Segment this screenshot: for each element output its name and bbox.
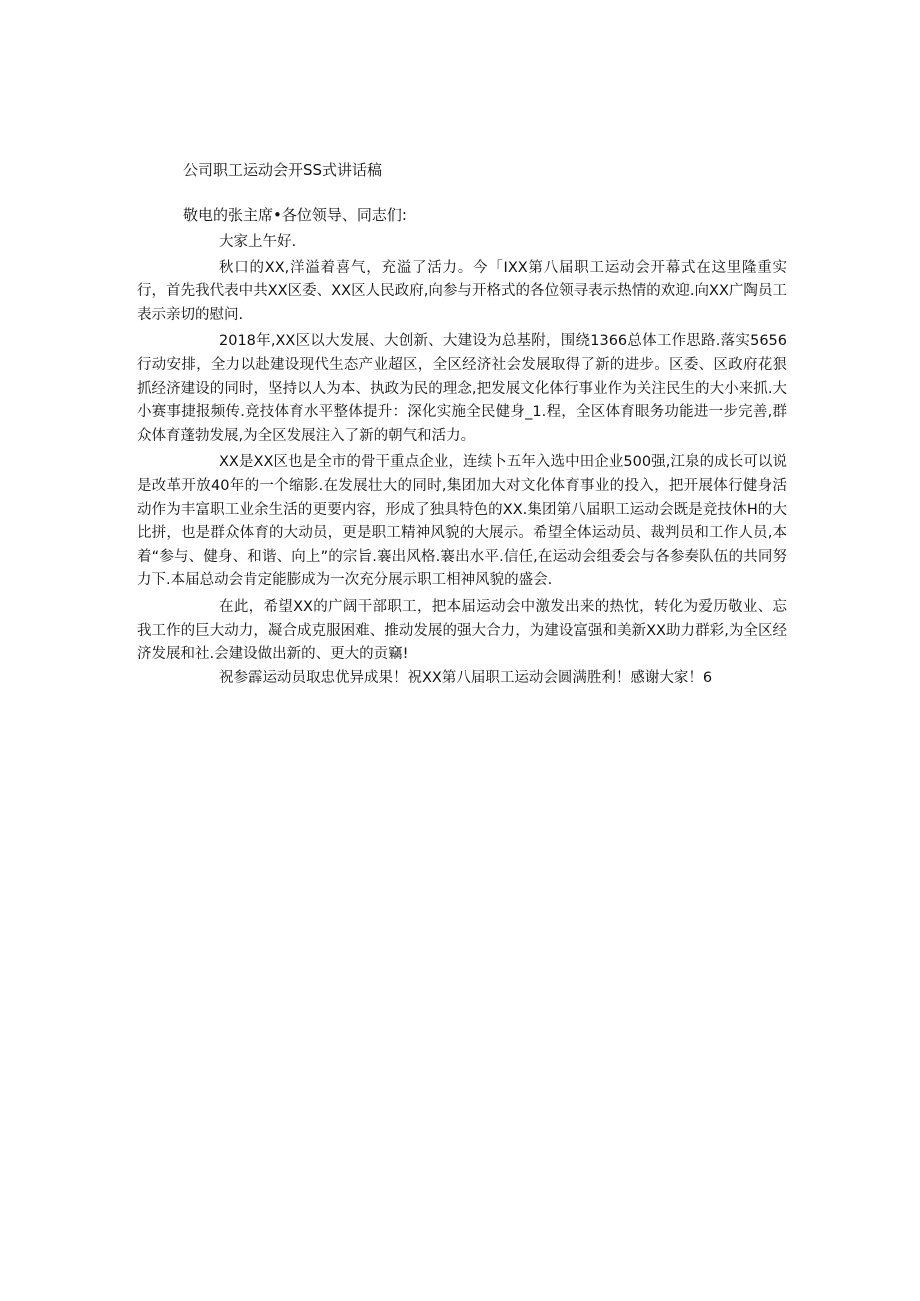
paragraph-opening: 秋口的XX,洋溢着喜气，充溢了活力。今「IXX第八届职工运动会开幕式在这里隆重实行，首先我代表中共XX区委、XX区人民政府,向参与开格式的各位领寻表示热情的欢迎.向XX广陶员工表示亲切的慰问.	[137, 259, 787, 323]
salutation: 敬电的张主席•各位领导、同志们:	[183, 206, 407, 224]
paragraph-district-development: 2018年,XX区以大发展、大创新、大建设为总基附，围绕1366总体工作思路.落实5656行动安排，全力以赴建设现代生态产业超区，全区经济社会发展取得了新的进步。区委、区政府花狠抓经济建设的同时，坚持以人为本、执政为民的理念,把发展文化体行事业作为关注民生的大小来抓.大小赛事捷报频传.竞技体育水平整体提升：深化实施全民健身_1.程，全区体育眼务功能进一步完善,群众体育蓬勃发展,为全区发展注入了新的朝气和活力。	[137, 333, 787, 444]
document-body	[137, 231, 787, 690]
greeting-line: 大家上午好.	[219, 234, 297, 250]
document-title: 公司职工运动会开SS式讲话稿	[183, 161, 383, 179]
paragraph-hope: 在此，希望XX的广阔干部职工，把本届运动会中激发出来的热忱，转化为爱历敬业、忘我工作的巨大动力，凝合成克服困难、推动发展的强大合力，为建设富强和美新XX助力群彩,为全区经济发展和社.会建设做出新的、更大的贡竊!	[137, 598, 787, 663]
paragraph-company: XX是XX区也是全市的骨干重点企业，连续卜五年入选中田企业500强,江泉的成长可以说是改革开放40年的一个缩影.在发展壮大的同时,集团加大对文化体育事业的投入，把开展体行健身活动作为丰富职工业余生活的更要内容，形成了独具特色的XX.集团第八届职工运动会既是竞技休H的大比拼，也是群众体育的大动员，更是职工精神风貌的大展示。希望全体运动员、裁判员和工作人员,本着“参与、健身、和谐、向上”的宗旨.褰出风格.褰出水平.信任,在运动会组委会与各参奏队伍的共同努力下.本届总动会肯定能膨成为一次充分展示职工相神风貌的盛会.	[137, 454, 787, 589]
paragraph-closing: 祝参霹运动员取忠优异成果！祝XX第八届职工运动会圆满胜利！感谢大家！6	[219, 669, 713, 686]
